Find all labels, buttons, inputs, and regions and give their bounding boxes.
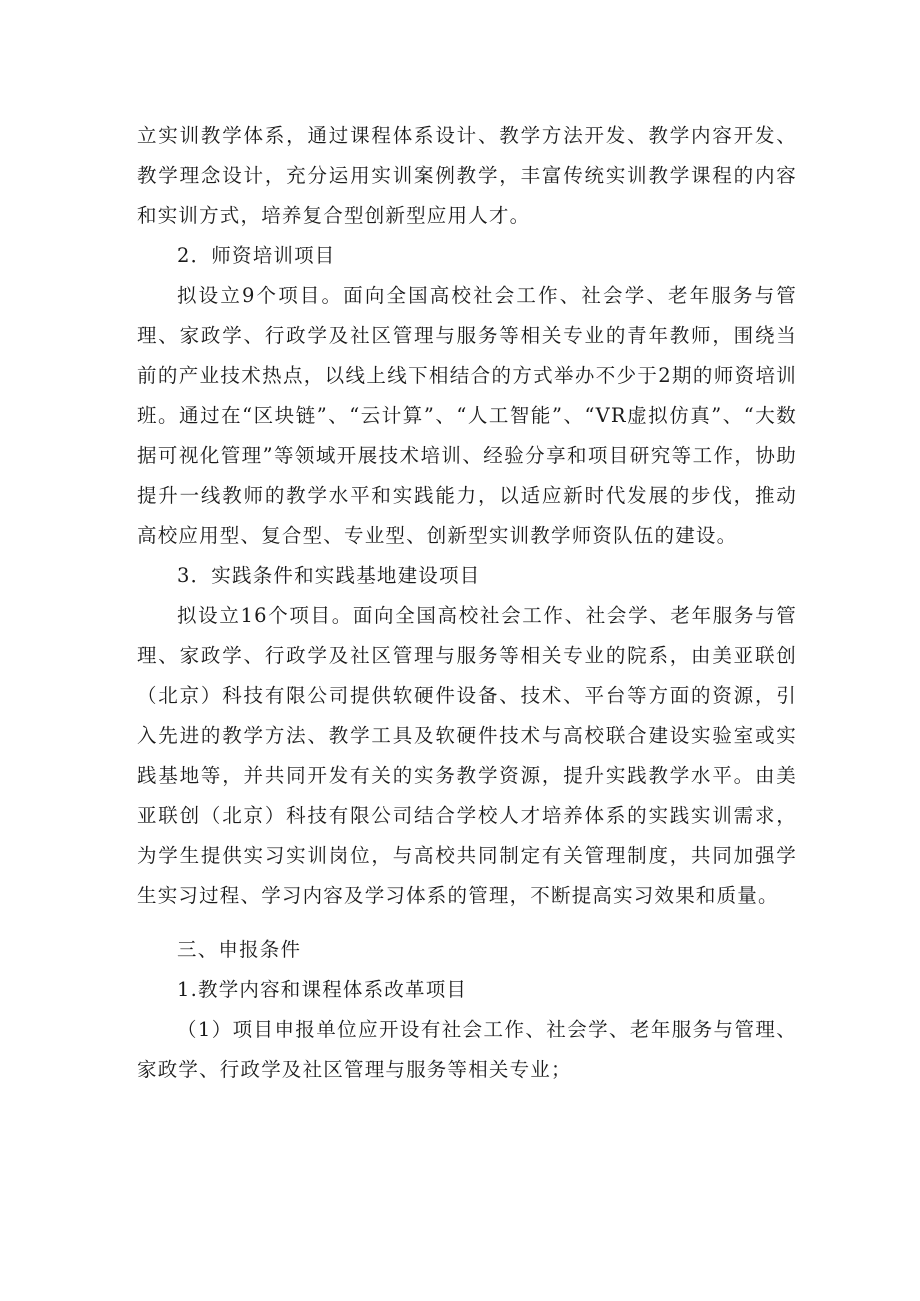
heading-teacher-training: 2．师资培训项目 bbox=[177, 244, 336, 267]
paragraph-practice-base: 拟设立16个项目。面向全国高校社会工作、社会学、老年服务与管理、家政学、行政学及社区管理与服务等相关专业的院系，由美亚联创（北京）科技有限公司提供软硬件设备、技术、平台等方面的资源，引入先进的教学方法、教学工具及软硬件技术与高校联合建设实验室或实践基地等，并共同开发有关的实务教学资源，提升实践教学水平。由美亚联创（北京）科技有限公司结合学校人才培养体系的实践实训需求，为学生提供实习实训岗位，与高校共同制定有关管理制度，共同加强学生实习过程、学习内容及学习体系的管理，不断提高实习效果和质量。 bbox=[137, 604, 797, 907]
document-body bbox=[137, 116, 797, 1090]
heading-practice-base: 3．实践条件和实践基地建设项目 bbox=[177, 564, 481, 587]
heading-application-conditions: 三、申报条件 bbox=[177, 938, 302, 961]
paragraph-teacher-training: 拟设立9个项目。面向全国高校社会工作、社会学、老年服务与管理、家政学、行政学及社区管理与服务等相关专业的青年教师，围绕当前的产业技术热点，以线上线下相结合的方式举办不少于2期的师资培训班。通过在“区块链”、“云计算”、“人工智能”、“VR虚拟仿真”、“大数据可视化管理”等领域开展技术培训、经验分享和项目研究等工作，协助提升一线教师的教学水平和实践能力，以适应新时代发展的步伐，推动高校应用型、复合型、专业型、创新型实训教学师资队伍的建设。 bbox=[137, 284, 797, 547]
paragraph-condition-1: （1）项目申报单位应开设有社会工作、社会学、老年服务与管理、家政学、行政学及社区管理与服务等相关专业； bbox=[137, 1018, 797, 1081]
paragraph-intro-continuation: 立实训教学体系，通过课程体系设计、教学方法开发、教学内容开发、教学理念设计，充分运用实训案例教学，丰富传统实训教学课程的内容和实训方式，培养复合型创新型应用人才。 bbox=[137, 124, 797, 227]
heading-curriculum-reform: 1.教学内容和课程体系改革项目 bbox=[177, 978, 468, 1001]
